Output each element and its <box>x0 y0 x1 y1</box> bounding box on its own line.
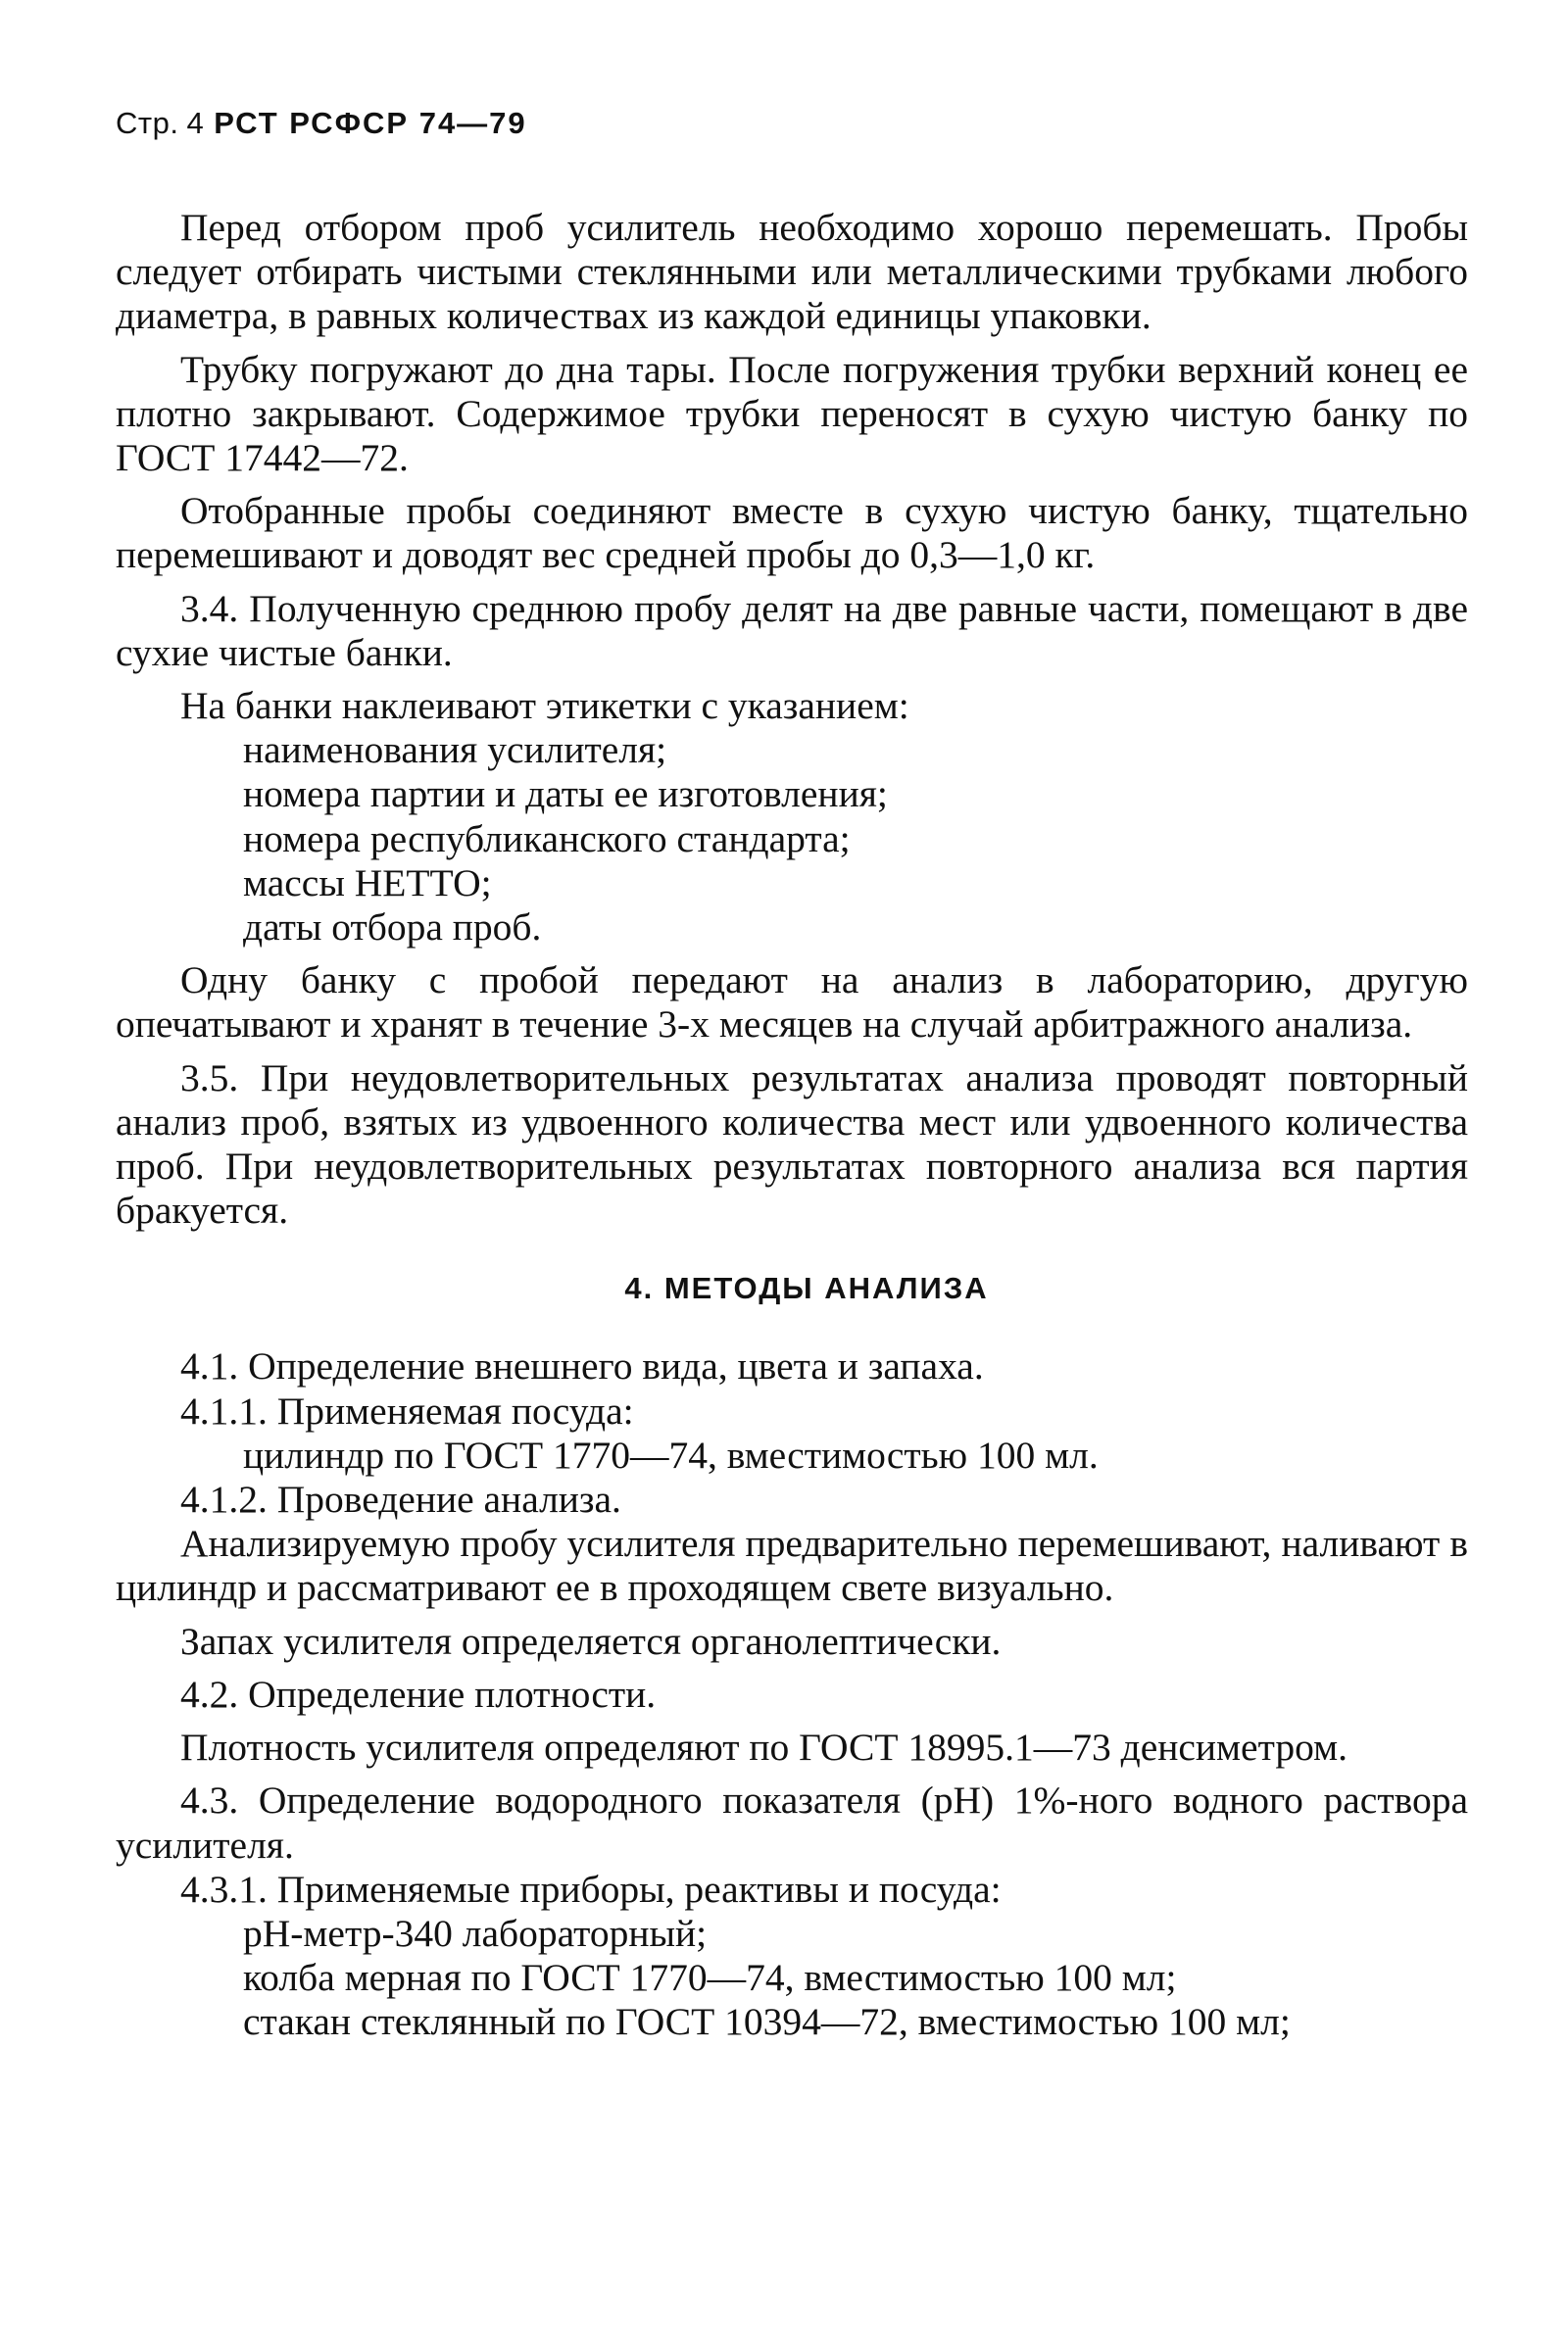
label-item: наименования усилителя; <box>243 728 667 772</box>
page-label: Стр. <box>116 106 179 140</box>
clause-4-1-1: 4.1.1. Применяемая посуда: <box>180 1389 634 1433</box>
paragraph-smell: Запах усилителя определяется органолептически. <box>180 1619 1002 1663</box>
clause-4-3: 4.3. Определение водородного показателя (рН) 1%-ного водного раствора усилителя. <box>116 1779 1468 1867</box>
page-number: 4 <box>186 106 205 140</box>
paragraph-3-5: 3.5. При неудовлетворительных результатах анализа проводят повторный анализ проб, взятых из удвоенного количества мест или удвоенного количества проб. При неудовлетворительных результатах повторного анализа вся партия бракуется. <box>116 1055 1468 1233</box>
clause-4-1: 4.1. Определение внешнего вида, цвета и запаха. <box>180 1344 984 1389</box>
page-header <box>116 106 527 141</box>
equipment-item: стакан стеклянный по ГОСТ 10394—72, вместимостью 100 мл; <box>243 2000 1291 2044</box>
paragraph-labels-intro: На банки наклеивают этикетки с указанием: <box>180 684 909 728</box>
paragraph-storage: Одну банку с пробой передают на анализ в лабораторию, другую опечатывают и хранят в течение 3-х месяцев на случай арбитражного анализа. <box>116 958 1468 1047</box>
standard-code: РСТ РСФСР 74—79 <box>214 106 527 140</box>
label-item: даты отбора проб. <box>243 905 542 950</box>
paragraph-3-4: 3.4. Полученную среднюю пробу делят на две равные части, помещают в две сухие чистые банки. <box>116 586 1468 674</box>
paragraph-density: Плотность усилителя определяют по ГОСТ 18995.1—73 денсиметром. <box>180 1726 1348 1770</box>
paragraph-sampling: Перед отбором проб усилитель необходимо хорошо перемешать. Пробы следует отбирать чистыми стеклянными или металлическими трубками любого диаметра, в равных количествах из каждой единицы упаковки. <box>116 206 1468 338</box>
clause-4-3-1: 4.3.1. Применяемые приборы, реактивы и посуда: <box>180 1867 1002 1911</box>
clause-4-1-2: 4.1.2. Проведение анализа. <box>180 1478 621 1522</box>
paragraph-procedure: Анализируемую пробу усилителя предварительно перемешивают, наливают в цилиндр и рассматривают ее в проходящем свете визуально. <box>116 1522 1468 1610</box>
equipment-item: колба мерная по ГОСТ 1770—74, вместимостью 100 мл; <box>243 1956 1177 2000</box>
equipment-item: цилиндр по ГОСТ 1770—74, вместимостью 100 мл. <box>243 1433 1099 1477</box>
paragraph-combine: Отобранные пробы соединяют вместе в сухую чистую банку, тщательно перемешивают и доводят вес средней пробы до 0,3—1,0 кг. <box>116 489 1468 577</box>
label-item: номера партии и даты ее изготовления; <box>243 772 888 816</box>
equipment-item: рН-метр-340 лабораторный; <box>243 1911 708 1955</box>
section-heading: 4. МЕТОДЫ АНАЛИЗА <box>624 1271 989 1306</box>
label-item: номера республиканского стандарта; <box>243 816 851 860</box>
document-body <box>116 206 1468 2045</box>
label-item: массы НЕТТО; <box>243 860 492 904</box>
clause-4-2: 4.2. Определение плотности. <box>180 1672 657 1716</box>
paragraph-tube: Трубку погружают до дна тары. После погружения трубки верхний конец ее плотно закрывают. Содержимое трубки переносят в сухую чистую банку по ГОСТ 17442—72. <box>116 347 1468 480</box>
